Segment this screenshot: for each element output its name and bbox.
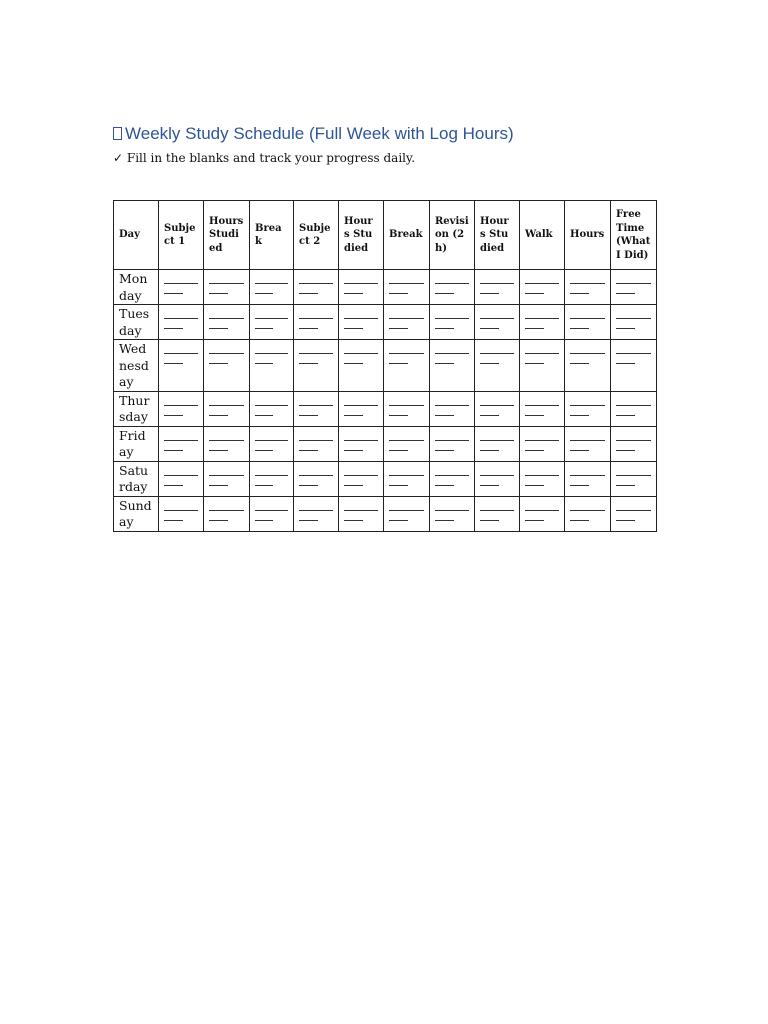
fill-in-blank-cell[interactable] — [204, 305, 250, 340]
blank-line — [389, 503, 424, 511]
blank-line — [164, 406, 183, 416]
blank-line — [344, 441, 363, 451]
column-header: Day — [114, 201, 159, 270]
fill-in-blank-cell[interactable] — [159, 426, 204, 461]
blank-line — [209, 311, 244, 319]
blank-line — [389, 511, 408, 521]
blank-line — [344, 433, 378, 441]
blank-line — [480, 276, 514, 284]
blank-line — [525, 319, 544, 329]
blank-line — [570, 406, 589, 416]
blank-line — [164, 354, 183, 364]
table-row — [114, 391, 657, 426]
blank-line — [164, 311, 198, 319]
fill-in-blank-cell[interactable] — [611, 270, 657, 305]
blank-line — [435, 433, 469, 441]
blank-line — [255, 476, 273, 486]
blank-line — [435, 284, 454, 294]
blank-line — [480, 406, 499, 416]
blank-line — [209, 511, 228, 521]
table-row — [114, 461, 657, 496]
blank-line — [164, 284, 183, 294]
blank-line — [164, 319, 183, 329]
blank-line — [480, 398, 514, 406]
fill-in-blank-cell[interactable] — [384, 305, 430, 340]
column-header: Subject 2 — [294, 201, 339, 270]
blank-line — [299, 441, 318, 451]
table-row — [114, 426, 657, 461]
blank-line — [389, 433, 424, 441]
day-cell: Sunday — [114, 496, 159, 531]
fill-in-blank-cell[interactable] — [475, 340, 520, 392]
blank-line — [389, 468, 424, 476]
blank-line — [299, 311, 333, 319]
blank-line — [570, 503, 605, 511]
fill-in-blank-cell[interactable] — [159, 305, 204, 340]
blank-line — [164, 503, 198, 511]
fill-in-blank-cell[interactable] — [250, 391, 294, 426]
fill-in-blank-cell[interactable] — [520, 270, 565, 305]
fill-in-blank-cell[interactable] — [250, 426, 294, 461]
column-header: Free Time (What I Did) — [611, 201, 657, 270]
fill-in-blank-cell[interactable] — [339, 496, 384, 531]
blank-line — [164, 441, 183, 451]
fill-in-blank-cell[interactable] — [475, 496, 520, 531]
blank-line — [344, 311, 378, 319]
fill-in-blank-cell[interactable] — [294, 426, 339, 461]
blank-line — [435, 319, 454, 329]
fill-in-blank-cell[interactable] — [565, 461, 611, 496]
day-cell: Tuesday — [114, 305, 159, 340]
blank-line — [164, 398, 198, 406]
blank-line — [616, 511, 635, 521]
blank-line — [435, 406, 454, 416]
fill-in-blank-cell[interactable] — [204, 426, 250, 461]
blank-line — [525, 476, 544, 486]
fill-in-blank-cell[interactable] — [565, 270, 611, 305]
blank-line — [525, 511, 544, 521]
blank-line — [389, 284, 408, 294]
blank-line — [209, 319, 228, 329]
blank-line — [209, 346, 244, 354]
fill-in-blank-cell[interactable] — [339, 461, 384, 496]
fill-in-blank-cell[interactable] — [339, 270, 384, 305]
blank-line — [299, 476, 318, 486]
blank-line — [299, 511, 318, 521]
blank-line — [435, 511, 454, 521]
missing-glyph-icon — [113, 127, 122, 140]
fill-in-blank-cell[interactable] — [611, 496, 657, 531]
fill-in-blank-cell[interactable] — [384, 496, 430, 531]
blank-line — [389, 319, 408, 329]
blank-line — [344, 354, 363, 364]
blank-line — [164, 476, 183, 486]
blank-line — [525, 441, 544, 451]
fill-in-blank-cell[interactable] — [611, 391, 657, 426]
blank-line — [209, 476, 228, 486]
blank-line — [209, 441, 228, 451]
blank-line — [255, 284, 273, 294]
fill-in-blank-cell[interactable] — [430, 340, 475, 392]
blank-line — [616, 354, 635, 364]
blank-line — [435, 503, 469, 511]
table-row — [114, 305, 657, 340]
blank-line — [255, 311, 288, 319]
blank-line — [255, 398, 288, 406]
page-title — [113, 124, 514, 144]
blank-line — [344, 284, 363, 294]
fill-in-blank-cell[interactable] — [384, 461, 430, 496]
fill-in-blank-cell[interactable] — [159, 270, 204, 305]
blank-line — [570, 319, 589, 329]
blank-line — [344, 276, 378, 284]
blank-line — [480, 476, 499, 486]
blank-line — [480, 468, 514, 476]
blank-line — [164, 276, 198, 284]
fill-in-blank-cell[interactable] — [250, 496, 294, 531]
blank-line — [525, 433, 559, 441]
day-cell: Thursday — [114, 391, 159, 426]
blank-line — [299, 284, 318, 294]
blank-line — [164, 433, 198, 441]
blank-line — [299, 354, 318, 364]
blank-line — [616, 284, 635, 294]
table-row — [114, 496, 657, 531]
fill-in-blank-cell[interactable] — [294, 340, 339, 392]
blank-line — [344, 476, 363, 486]
blank-line — [525, 311, 559, 319]
fill-in-blank-cell[interactable] — [430, 391, 475, 426]
blank-line — [209, 276, 244, 284]
blank-line — [389, 398, 424, 406]
blank-line — [209, 354, 228, 364]
fill-in-blank-cell[interactable] — [250, 305, 294, 340]
fill-in-blank-cell[interactable] — [294, 496, 339, 531]
blank-line — [164, 511, 183, 521]
blank-line — [525, 406, 544, 416]
blank-line — [164, 468, 198, 476]
fill-in-blank-cell[interactable] — [159, 391, 204, 426]
blank-line — [570, 354, 589, 364]
day-cell: Wednesday — [114, 340, 159, 392]
blank-line — [570, 276, 605, 284]
blank-line — [299, 406, 318, 416]
blank-line — [480, 441, 499, 451]
blank-line — [570, 311, 605, 319]
blank-line — [616, 346, 651, 354]
blank-line — [389, 311, 424, 319]
blank-line — [570, 441, 589, 451]
page-title-text: Weekly Study Schedule (Full Week with Log Hours) — [125, 124, 514, 143]
blank-line — [480, 319, 499, 329]
blank-line — [255, 433, 288, 441]
blank-line — [299, 468, 333, 476]
blank-line — [480, 433, 514, 441]
blank-line — [616, 311, 651, 319]
blank-line — [389, 406, 408, 416]
fill-in-blank-cell[interactable] — [384, 391, 430, 426]
fill-in-blank-cell[interactable] — [430, 461, 475, 496]
blank-line — [344, 468, 378, 476]
column-header: Break — [384, 201, 430, 270]
blank-line — [525, 284, 544, 294]
blank-line — [255, 406, 273, 416]
fill-in-blank-cell[interactable] — [565, 340, 611, 392]
blank-line — [344, 503, 378, 511]
blank-line — [209, 406, 228, 416]
blank-line — [255, 319, 273, 329]
fill-in-blank-cell[interactable] — [339, 426, 384, 461]
blank-line — [255, 276, 288, 284]
blank-line — [525, 346, 559, 354]
blank-line — [525, 354, 544, 364]
blank-line — [435, 398, 469, 406]
blank-line — [616, 406, 635, 416]
blank-line — [480, 511, 499, 521]
table-row — [114, 270, 657, 305]
fill-in-blank-cell[interactable] — [520, 340, 565, 392]
blank-line — [616, 398, 651, 406]
fill-in-blank-cell[interactable] — [475, 391, 520, 426]
blank-line — [389, 346, 424, 354]
blank-line — [299, 503, 333, 511]
fill-in-blank-cell[interactable] — [294, 270, 339, 305]
blank-line — [480, 346, 514, 354]
blank-line — [255, 346, 288, 354]
column-header: Break — [250, 201, 294, 270]
blank-line — [299, 319, 318, 329]
blank-line — [570, 433, 605, 441]
blank-line — [480, 311, 514, 319]
fill-in-blank-cell[interactable] — [430, 496, 475, 531]
blank-line — [344, 346, 378, 354]
blank-line — [435, 354, 454, 364]
fill-in-blank-cell[interactable] — [475, 270, 520, 305]
fill-in-blank-cell[interactable] — [294, 461, 339, 496]
blank-line — [570, 284, 589, 294]
fill-in-blank-cell[interactable] — [384, 426, 430, 461]
fill-in-blank-cell[interactable] — [294, 391, 339, 426]
blank-line — [164, 346, 198, 354]
column-header: Hours Studied — [475, 201, 520, 270]
blank-line — [616, 319, 635, 329]
blank-line — [389, 354, 408, 364]
blank-line — [435, 276, 469, 284]
fill-in-blank-cell[interactable] — [611, 305, 657, 340]
blank-line — [389, 276, 424, 284]
blank-line — [525, 398, 559, 406]
fill-in-blank-cell[interactable] — [611, 426, 657, 461]
fill-in-blank-cell[interactable] — [250, 461, 294, 496]
blank-line — [344, 511, 363, 521]
column-header: Walk — [520, 201, 565, 270]
fill-in-blank-cell[interactable] — [204, 461, 250, 496]
column-header: Revision (2h) — [430, 201, 475, 270]
blank-line — [480, 503, 514, 511]
blank-line — [299, 398, 333, 406]
blank-line — [255, 511, 273, 521]
blank-line — [570, 346, 605, 354]
fill-in-blank-cell[interactable] — [204, 340, 250, 392]
blank-line — [570, 468, 605, 476]
blank-line — [435, 441, 454, 451]
blank-line — [435, 468, 469, 476]
blank-line — [344, 398, 378, 406]
blank-line — [209, 468, 244, 476]
fill-in-blank-cell[interactable] — [565, 426, 611, 461]
fill-in-blank-cell[interactable] — [520, 391, 565, 426]
blank-line — [299, 433, 333, 441]
schedule-table — [113, 200, 657, 532]
fill-in-blank-cell[interactable] — [250, 270, 294, 305]
fill-in-blank-cell[interactable] — [475, 461, 520, 496]
blank-line — [570, 476, 589, 486]
column-header: Hours — [565, 201, 611, 270]
day-cell: Friday — [114, 426, 159, 461]
fill-in-blank-cell[interactable] — [159, 461, 204, 496]
blank-line — [525, 276, 559, 284]
blank-line — [616, 503, 651, 511]
blank-line — [480, 354, 499, 364]
fill-in-blank-cell[interactable] — [384, 270, 430, 305]
blank-line — [209, 503, 244, 511]
day-cell: Monday — [114, 270, 159, 305]
blank-line — [435, 346, 469, 354]
blank-line — [255, 468, 288, 476]
fill-in-blank-cell[interactable] — [520, 426, 565, 461]
fill-in-blank-cell[interactable] — [159, 340, 204, 392]
fill-in-blank-cell[interactable] — [565, 305, 611, 340]
blank-line — [299, 346, 333, 354]
column-header: Hours Studied — [204, 201, 250, 270]
blank-line — [435, 476, 454, 486]
fill-in-blank-cell[interactable] — [475, 426, 520, 461]
column-header: Subject 1 — [159, 201, 204, 270]
blank-line — [344, 319, 363, 329]
fill-in-blank-cell[interactable] — [520, 461, 565, 496]
instructions-text: ✓ Fill in the blanks and track your progress daily. — [113, 151, 416, 165]
fill-in-blank-cell[interactable] — [430, 305, 475, 340]
fill-in-blank-cell[interactable] — [204, 496, 250, 531]
blank-line — [480, 284, 499, 294]
fill-in-blank-cell[interactable] — [339, 340, 384, 392]
fill-in-blank-cell[interactable] — [250, 340, 294, 392]
blank-line — [255, 441, 273, 451]
blank-line — [616, 468, 651, 476]
blank-line — [616, 441, 635, 451]
blank-line — [525, 503, 559, 511]
blank-line — [209, 284, 228, 294]
blank-line — [616, 476, 635, 486]
blank-line — [255, 503, 288, 511]
blank-line — [525, 468, 559, 476]
header-row — [114, 201, 657, 270]
blank-line — [209, 433, 244, 441]
blank-line — [299, 276, 333, 284]
fill-in-blank-cell[interactable] — [565, 391, 611, 426]
fill-in-blank-cell[interactable] — [384, 340, 430, 392]
blank-line — [389, 476, 408, 486]
blank-line — [389, 441, 408, 451]
blank-line — [435, 311, 469, 319]
blank-line — [616, 276, 651, 284]
fill-in-blank-cell[interactable] — [611, 461, 657, 496]
fill-in-blank-cell[interactable] — [611, 340, 657, 392]
fill-in-blank-cell[interactable] — [565, 496, 611, 531]
table-row — [114, 340, 657, 392]
blank-line — [570, 398, 605, 406]
fill-in-blank-cell[interactable] — [159, 496, 204, 531]
fill-in-blank-cell[interactable] — [520, 305, 565, 340]
fill-in-blank-cell[interactable] — [475, 305, 520, 340]
fill-in-blank-cell[interactable] — [430, 426, 475, 461]
fill-in-blank-cell[interactable] — [294, 305, 339, 340]
blank-line — [344, 406, 363, 416]
fill-in-blank-cell[interactable] — [430, 270, 475, 305]
day-cell: Saturday — [114, 461, 159, 496]
blank-line — [570, 511, 589, 521]
fill-in-blank-cell[interactable] — [520, 496, 565, 531]
blank-line — [616, 433, 651, 441]
fill-in-blank-cell[interactable] — [339, 391, 384, 426]
blank-line — [209, 398, 244, 406]
fill-in-blank-cell[interactable] — [339, 305, 384, 340]
column-header: Hours Studied — [339, 201, 384, 270]
fill-in-blank-cell[interactable] — [204, 270, 250, 305]
fill-in-blank-cell[interactable] — [204, 391, 250, 426]
blank-line — [255, 354, 273, 364]
